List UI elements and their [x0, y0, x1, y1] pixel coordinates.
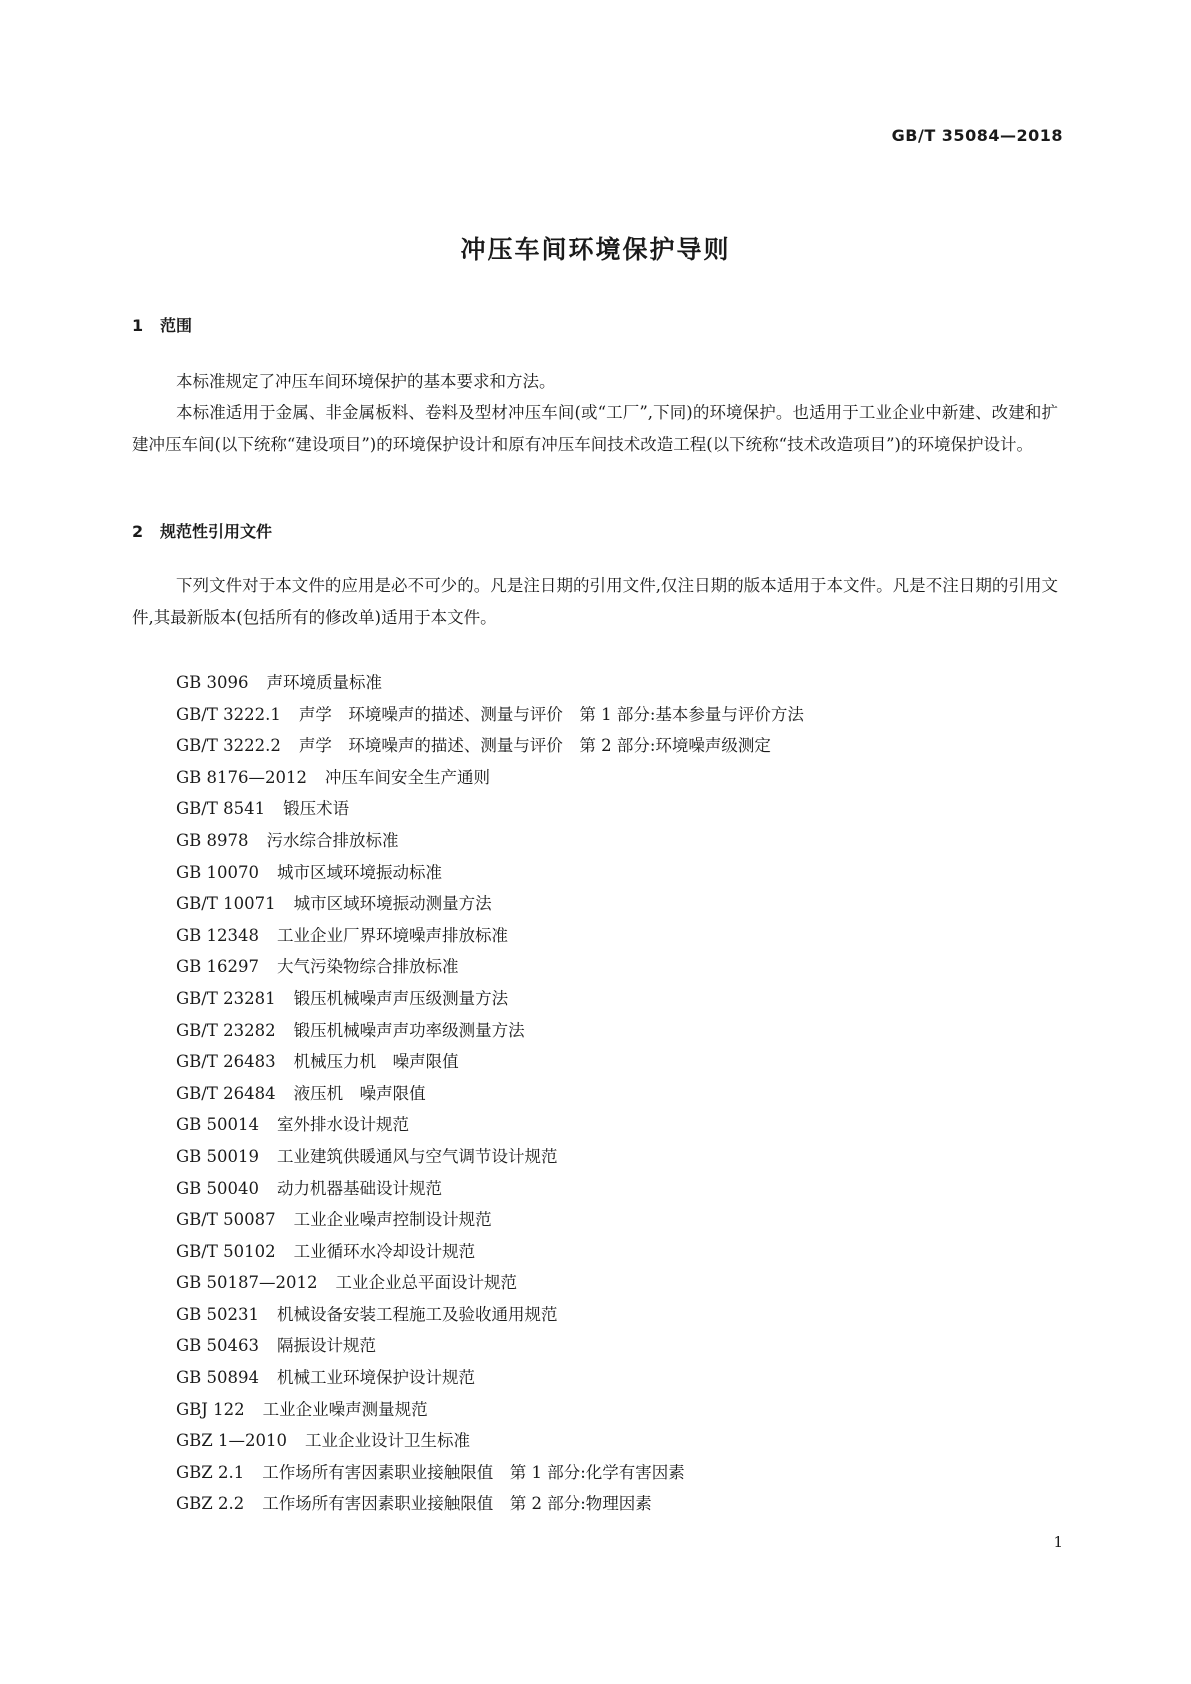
list-item: [176, 1015, 804, 1047]
reference-code: GB 50040: [176, 1178, 260, 1198]
reference-title: 工业企业噪声测量规范: [262, 1399, 428, 1419]
reference-code: GB 50019: [176, 1146, 260, 1166]
reference-code: GB 50187—2012: [176, 1273, 318, 1293]
reference-code: GB 50463: [176, 1336, 260, 1356]
list-item: [176, 793, 804, 825]
references-intro-paragraph: 下列文件对于本文件的应用是必不可少的。凡是注日期的引用文件,仅注日期的版本适用于本文件。凡是不注日期的引用文件,其最新版本(包括所有的修改单)适用于本文件。: [132, 576, 1058, 627]
reference-title: 城市区域环境振动测量方法: [293, 894, 492, 914]
scope-paragraph-2: 本标准适用于金属、非金属板料、卷料及型材冲压车间(或“工厂”,下同)的环境保护。也适用于工业企业中新建、改建和扩建冲压车间(以下统称“建设项目”)的环境保护设计和原有冲压车间技术改造工程(以下统称“技术改造项目”)的环境保护设计。: [132, 403, 1058, 454]
reference-title: 工业企业厂界环境噪声排放标准: [277, 925, 509, 945]
reference-title: 工业循环水冷却设计规范: [293, 1241, 476, 1261]
reference-title: 室外排水设计规范: [277, 1115, 410, 1135]
reference-code: GB/T 26484: [176, 1083, 276, 1103]
reference-title: 城市区域环境振动标准: [277, 862, 443, 882]
list-item: [176, 1362, 804, 1394]
list-item: [176, 1299, 804, 1331]
reference-title: 工作场所有害因素职业接触限值 第 2 部分:物理因素: [262, 1494, 652, 1514]
reference-title: 锻压机械噪声声压级测量方法: [293, 988, 509, 1008]
reference-code: GB 50894: [176, 1368, 260, 1388]
list-item: [176, 1425, 804, 1457]
reference-code: GBZ 2.1: [176, 1462, 245, 1482]
reference-code: GB/T 50087: [176, 1210, 276, 1230]
list-item: [176, 1488, 804, 1520]
reference-title: 动力机器基础设计规范: [277, 1178, 443, 1198]
reference-title: 工作场所有害因素职业接触限值 第 1 部分:化学有害因素: [262, 1462, 685, 1482]
reference-title: 锻压机械噪声声功率级测量方法: [293, 1020, 525, 1040]
reference-code: GB/T 3222.1: [176, 704, 281, 724]
list-item: [176, 1046, 804, 1078]
list-item: [176, 1078, 804, 1110]
reference-code: GB 8176—2012: [176, 767, 308, 787]
list-item: [176, 857, 804, 889]
reference-title: 声学 环境噪声的描述、测量与评价 第 1 部分:基本参量与评价方法: [298, 704, 804, 724]
reference-title: 隔振设计规范: [277, 1336, 377, 1356]
reference-code: GB/T 50102: [176, 1241, 276, 1261]
reference-code: GB/T 10071: [176, 894, 276, 914]
scope-paragraph-1: 本标准规定了冲压车间环境保护的基本要求和方法。: [176, 372, 556, 391]
reference-code: GB 50231: [176, 1304, 260, 1324]
list-item: [176, 1109, 804, 1141]
reference-title: 大气污染物综合排放标准: [277, 957, 459, 977]
list-item: [176, 1236, 804, 1268]
list-item: [176, 1173, 804, 1205]
list-item: [176, 1204, 804, 1236]
section-heading-normative-references: [132, 519, 272, 542]
section-title: 范围: [160, 316, 193, 335]
list-item: [176, 1394, 804, 1426]
reference-code: GB/T 3222.2: [176, 736, 281, 756]
reference-code: GBZ 1—2010: [176, 1431, 288, 1451]
reference-title: 工业建筑供暖通风与空气调节设计规范: [277, 1146, 558, 1166]
reference-code: GBJ 122: [176, 1399, 245, 1419]
list-item: [176, 888, 804, 920]
reference-code: GB/T 23281: [176, 988, 276, 1008]
reference-title: 冲压车间安全生产通则: [325, 767, 491, 787]
section-number: 1: [132, 316, 144, 335]
list-item: [176, 951, 804, 983]
reference-title: 液压机 噪声限值: [293, 1083, 426, 1103]
reference-code: GB/T 8541: [176, 799, 266, 819]
reference-title: 污水综合排放标准: [266, 830, 399, 850]
list-item: [176, 825, 804, 857]
document-title: 冲压车间环境保护导则: [460, 235, 731, 264]
list-item: [176, 920, 804, 952]
section-heading-scope: [132, 313, 192, 336]
list-item: [176, 1267, 804, 1299]
page-number: 1: [1053, 1533, 1063, 1551]
list-item: [176, 1457, 804, 1489]
list-item: [176, 699, 804, 731]
reference-code: GB 16297: [176, 957, 260, 977]
list-item: [176, 762, 804, 794]
reference-code: GB 8978: [176, 830, 249, 850]
list-item: [176, 983, 804, 1015]
list-item: [176, 667, 804, 699]
reference-title: 工业企业设计卫生标准: [305, 1431, 471, 1451]
section-number: 2: [132, 522, 144, 541]
reference-title: 声学 环境噪声的描述、测量与评价 第 2 部分:环境噪声级测定: [298, 736, 771, 756]
reference-code: GB 3096: [176, 673, 249, 692]
list-item: [176, 730, 804, 762]
list-item: [176, 1330, 804, 1362]
reference-title: 机械设备安装工程施工及验收通用规范: [277, 1304, 558, 1324]
reference-code: GB 10070: [176, 862, 260, 882]
reference-code: GB/T 23282: [176, 1020, 276, 1040]
reference-title: 机械压力机 噪声限值: [293, 1052, 459, 1072]
reference-code: GB 12348: [176, 925, 260, 945]
reference-title: 声环境质量标准: [266, 673, 383, 692]
section-title: 规范性引用文件: [160, 522, 273, 541]
reference-title: 锻压术语: [283, 799, 350, 819]
reference-code: GBZ 2.2: [176, 1494, 245, 1514]
reference-code: GB/T 26483: [176, 1052, 276, 1072]
reference-title: 工业企业噪声控制设计规范: [293, 1210, 492, 1230]
reference-title: 机械工业环境保护设计规范: [277, 1368, 476, 1388]
reference-list: [176, 667, 804, 1520]
reference-code: GB 50014: [176, 1115, 260, 1135]
list-item: [176, 1141, 804, 1173]
reference-title: 工业企业总平面设计规范: [335, 1273, 518, 1293]
standard-code: GB/T 35084—2018: [891, 126, 1063, 145]
